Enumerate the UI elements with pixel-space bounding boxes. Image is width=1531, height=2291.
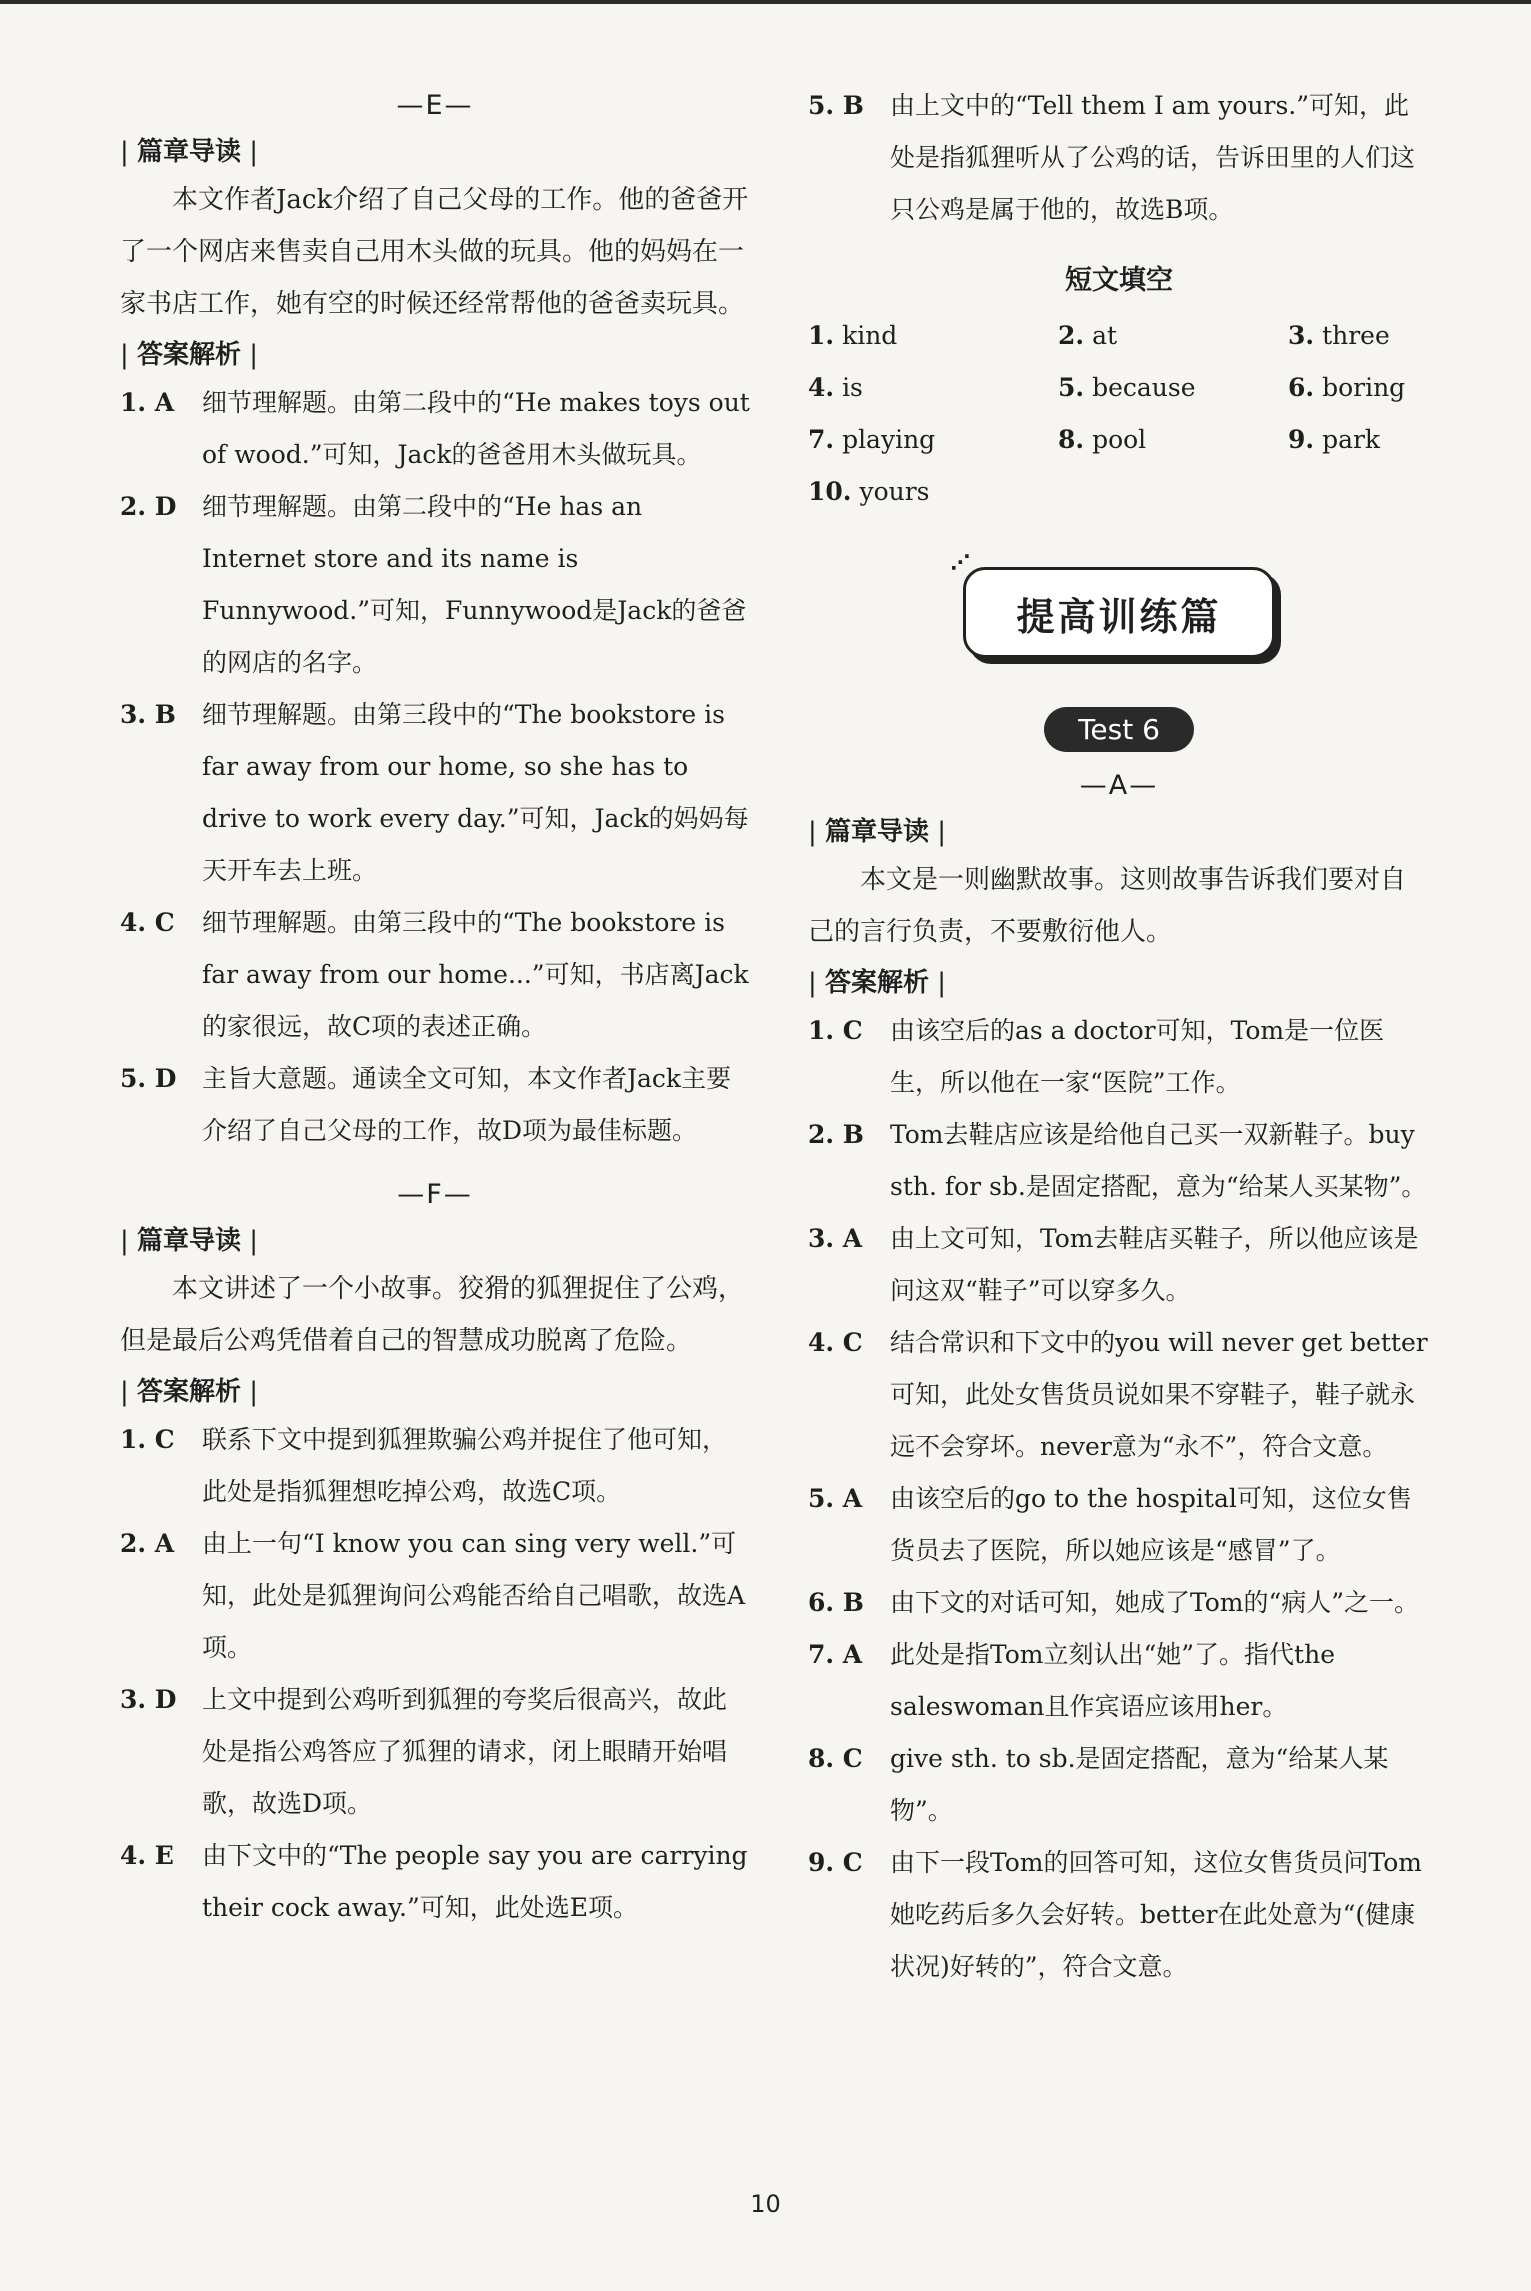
answer-item xyxy=(120,1414,750,1518)
section-f-guide-tag: | 篇章导读 | xyxy=(120,1226,259,1256)
answer-number: 2. D xyxy=(120,492,177,521)
answer-text: 主旨大意题。通读全文可知，本文作者Jack主要介绍了自己父母的工作，故D项为最佳标题。 xyxy=(202,1064,732,1145)
answer-number: 1. C xyxy=(808,1016,863,1045)
fill-number: 5. xyxy=(1058,373,1085,402)
fill-number: 3. xyxy=(1288,321,1315,350)
answer-number: 4. C xyxy=(120,908,175,937)
answer-item xyxy=(808,1629,1430,1733)
fill-number: 2. xyxy=(1058,321,1085,350)
fill-word: because xyxy=(1092,373,1196,402)
answer-item xyxy=(120,1674,750,1830)
section-e-guide-tag: | 篇章导读 | xyxy=(120,137,259,167)
answer-text: 细节理解题。由第二段中的“He makes toys out of wood.”可知，Jack的爸爸用木头做玩具。 xyxy=(202,388,750,469)
section-a-guide-tag: | 篇章导读 | xyxy=(808,817,947,847)
section-a-guide-text: 本文是一则幽默故事。这则故事告诉我们要对自己的言行负责，不要敷衍他人。 xyxy=(808,865,1407,947)
fill-item xyxy=(1288,419,1428,461)
fill-word: boring xyxy=(1322,373,1406,402)
fill-in-answers xyxy=(808,315,1430,513)
fill-number: 8. xyxy=(1058,425,1085,454)
section-banner xyxy=(950,550,1274,658)
answer-item xyxy=(120,481,750,689)
section-a-answer-tag: | 答案解析 | xyxy=(808,968,947,998)
answer-number: 5. D xyxy=(120,1064,177,1093)
answer-number: 2. A xyxy=(120,1529,175,1558)
test-label: Test 6 xyxy=(1044,707,1194,752)
answer-text: 由该空后的as a doctor可知，Tom是一位医生，所以他在一家“医院”工作。 xyxy=(890,1016,1385,1097)
answer-text: 由上文中的“Tell them I am yours.”可知，此处是指狐狸听从了公鸡的话，告诉田里的人们这只公鸡是属于他的，故选B项。 xyxy=(890,91,1416,224)
left-column xyxy=(120,80,750,1934)
answer-number: 4. E xyxy=(120,1841,174,1870)
section-f-title: —F— xyxy=(397,1179,473,1210)
fill-word: pool xyxy=(1092,425,1147,454)
fill-item xyxy=(1288,367,1428,409)
fill-word: three xyxy=(1322,321,1390,350)
answer-text: 细节理解题。由第二段中的“He has an Internet store and its name is Funnywood.”可知，Funnywood是Jack的爸爸的网店的名字。 xyxy=(202,492,747,677)
fill-item xyxy=(1058,419,1288,461)
fill-item xyxy=(808,471,1058,513)
answer-text: 联系下文中提到狐狸欺骗公鸡并捉住了他可知，此处是指狐狸想吃掉公鸡，故选C项。 xyxy=(202,1425,728,1506)
fill-item xyxy=(808,367,1058,409)
section-e-answer-tag: | 答案解析 | xyxy=(120,340,259,370)
fill-in-title: 短文填空 xyxy=(1065,265,1173,296)
fill-word: yours xyxy=(859,477,930,506)
fill-number: 10. xyxy=(808,477,852,506)
guide-tag-label: 篇章导读 xyxy=(137,137,242,167)
answer-text: 细节理解题。由第三段中的“The bookstore is far away from our home...”可知，书店离Jack的家很远，故C项的表述正确。 xyxy=(202,908,749,1041)
answer-item xyxy=(120,1053,750,1157)
fill-item xyxy=(1058,367,1288,409)
fill-word: kind xyxy=(842,321,898,350)
section-a-title: —A— xyxy=(1079,770,1159,801)
answer-item xyxy=(120,1518,750,1674)
section-e-title: —E— xyxy=(396,90,474,121)
fill-item xyxy=(1058,315,1288,357)
section-e-answers xyxy=(120,377,750,1157)
answer-item xyxy=(120,1830,750,1934)
top-rule xyxy=(0,0,1531,4)
answer-text: 细节理解题。由第三段中的“The bookstore is far away from our home, so she has to drive to work every day.”可知，Jack的妈妈每天开车去上班。 xyxy=(202,700,749,885)
fill-item xyxy=(1288,315,1428,357)
answer-item xyxy=(120,377,750,481)
answer-text: 由该空后的go to the hospital可知，这位女售货员去了医院，所以她应该是“感冒”了。 xyxy=(890,1484,1412,1565)
banner-wrap xyxy=(808,550,1430,677)
fill-word: at xyxy=(1092,321,1118,350)
answer-tag-label: 答案解析 xyxy=(137,340,242,370)
answer-text: 此处是指Tom立刻认出“她”了。指代the saleswoman且作宾语应该用her。 xyxy=(890,1640,1335,1721)
answer-item xyxy=(808,1005,1430,1109)
answer-text: 由下一段Tom的回答可知，这位女售货员问Tom她吃药后多久会好转。better在此处意为“(健康状况)好转的”，符合文意。 xyxy=(890,1848,1422,1981)
answer-item xyxy=(808,1473,1430,1577)
answer-item xyxy=(808,1577,1430,1629)
answer-number: 4. C xyxy=(808,1328,863,1357)
answer-item xyxy=(808,1213,1430,1317)
fill-item xyxy=(808,419,1058,461)
answer-text: 由下文的对话可知，她成了Tom的“病人”之一。 xyxy=(890,1588,1420,1617)
answer-item xyxy=(808,1109,1430,1213)
answer-tag-label: 答案解析 xyxy=(137,1377,242,1407)
answer-item xyxy=(120,897,750,1053)
answer-number: 1. A xyxy=(120,388,175,417)
answer-number: 9. C xyxy=(808,1848,863,1877)
guide-tag-label: 篇章导读 xyxy=(825,817,930,847)
answer-text: 由下文中的“The people say you are carrying their cock away.”可知，此处选E项。 xyxy=(202,1841,748,1922)
section-f-answers xyxy=(120,1414,750,1934)
answer-tag-label: 答案解析 xyxy=(825,968,930,998)
answer-number: 1. C xyxy=(120,1425,175,1454)
answer-text: 上文中提到公鸡听到狐狸的夸奖后很高兴，故此处是指公鸡答应了狐狸的请求，闭上眼睛开始唱歌，故选D项。 xyxy=(202,1685,728,1818)
answer-item xyxy=(808,80,1430,236)
answer-item xyxy=(808,1733,1430,1837)
fill-word: is xyxy=(842,373,863,402)
answer-item xyxy=(120,689,750,897)
answer-text: 由上文可知，Tom去鞋店买鞋子，所以他应该是问这双“鞋子”可以穿多久。 xyxy=(890,1224,1419,1305)
answer-number: 6. B xyxy=(808,1588,864,1617)
answer-number: 7. A xyxy=(808,1640,863,1669)
page-number: 10 xyxy=(750,2190,781,2218)
answer-item xyxy=(808,1837,1430,1993)
answer-number: 8. C xyxy=(808,1744,863,1773)
test-label-wrap xyxy=(808,707,1430,752)
section-e-guide-text: 本文作者Jack介绍了自己父母的工作。他的爸爸开了一个网店来售卖自己用木头做的玩具。他的妈妈在一家书店工作，她有空的时候还经常帮他的爸爸卖玩具。 xyxy=(120,185,749,319)
section-f-answer-tag: | 答案解析 | xyxy=(120,1377,259,1407)
fill-item xyxy=(808,315,1058,357)
fill-number: 6. xyxy=(1288,373,1315,402)
answer-number: 3. A xyxy=(808,1224,863,1253)
answer-number: 3. D xyxy=(120,1685,177,1714)
section-f-guide-text: 本文讲述了一个小故事。狡猾的狐狸捉住了公鸡，但是最后公鸡凭借着自己的智慧成功脱离了危险。 xyxy=(120,1274,745,1356)
section-f-answers-continued xyxy=(808,80,1430,236)
answer-number: 2. B xyxy=(808,1120,864,1149)
fill-number: 1. xyxy=(808,321,835,350)
banner-label: 提高训练篇 xyxy=(1016,595,1222,639)
answer-number: 5. A xyxy=(808,1484,863,1513)
answer-text: 由上一句“I know you can sing very well.”可知，此处是狐狸询问公鸡能否给自己唱歌，故选A项。 xyxy=(202,1529,746,1662)
answer-text: 结合常识和下文中的you will never get better可知，此处女售货员说如果不穿鞋子，鞋子就永远不会穿坏。never意为“永不”，符合文意。 xyxy=(890,1328,1428,1461)
fill-word: playing xyxy=(842,425,936,454)
fill-number: 9. xyxy=(1288,425,1315,454)
guide-tag-label: 篇章导读 xyxy=(137,1226,242,1256)
right-column xyxy=(808,80,1430,1993)
fill-number: 4. xyxy=(808,373,835,402)
answer-number: 5. B xyxy=(808,91,864,120)
answer-text: Tom去鞋店应该是给他自己买一双新鞋子。buy sth. for sb.是固定搭配，意为“给某人买某物”。 xyxy=(890,1120,1427,1201)
sparkle-icon: ⋰ xyxy=(950,550,974,574)
section-a-answers xyxy=(808,1005,1430,1993)
answer-item xyxy=(808,1317,1430,1473)
fill-word: park xyxy=(1322,425,1381,454)
answer-text: give sth. to sb.是固定搭配，意为“给某人某物”。 xyxy=(890,1744,1389,1825)
answer-number: 3. B xyxy=(120,700,176,729)
fill-number: 7. xyxy=(808,425,835,454)
